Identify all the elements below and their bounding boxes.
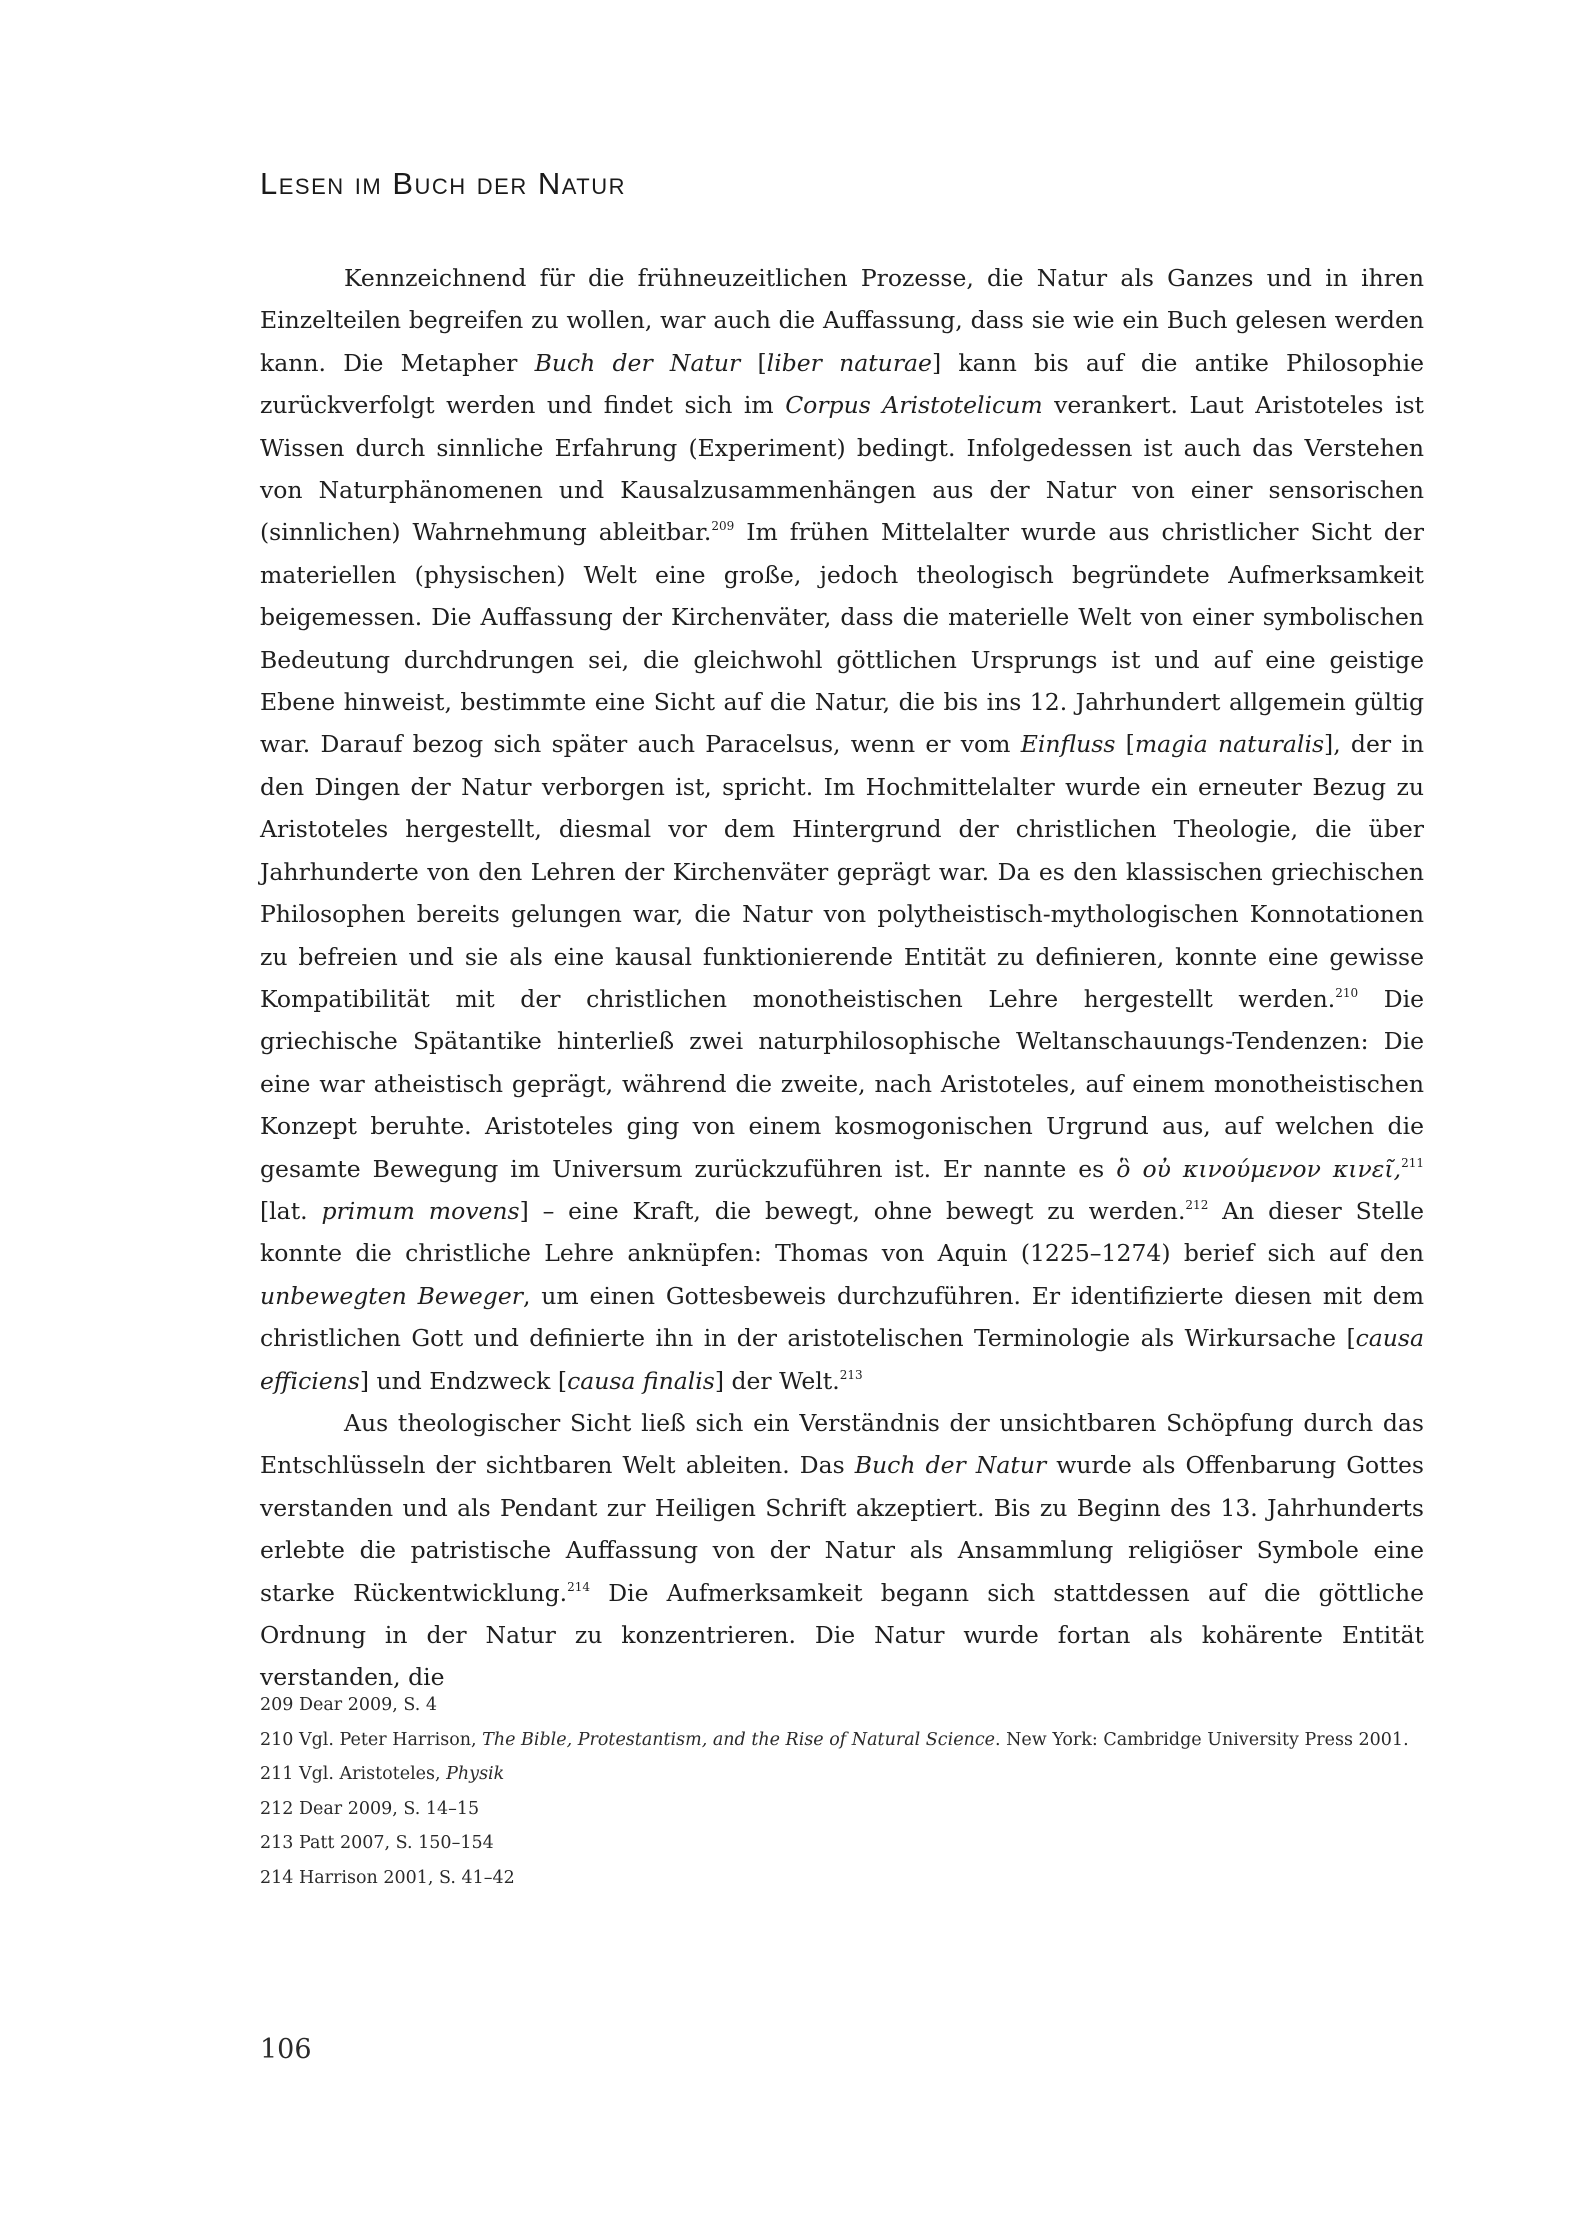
paragraph	[260, 1402, 1424, 1699]
text-run: verankert. Laut Aristoteles ist Wissen durch sinnliche Erfahrung (Experiment) bedingt. Infolgedessen ist auch das Verstehen von Naturphänomenen und Kausalzusammenhängen aus der Natur von einer sensorischen (sinnlichen) Wahrnehmung ableitbar.	[260, 391, 1424, 547]
body-text	[260, 257, 1424, 1699]
footnote	[260, 1688, 1424, 1723]
footnote	[260, 1792, 1424, 1827]
text-run: . New York: Cambridge University Press 2001.	[994, 1729, 1409, 1750]
text-run: ] der Welt.	[714, 1366, 840, 1395]
italic-text: Corpus Aristotelicum	[785, 391, 1043, 420]
text-run: 210 Vgl. Peter Harrison,	[260, 1729, 483, 1750]
italic-text: Buch der Natur	[534, 348, 741, 377]
text-run: Die griechische Spätantike hinterließ zwei naturphilosophische Weltanschauungs-Tendenzen: Die eine war atheistisch geprägt, während die zweite, nach Aristoteles, auf einem monotheistischen Konzept beruhte. Aristoteles ging von einem kosmogonischen Urgrund aus, auf welchen die gesamte Bewegung im Universum zurückzuführen ist. Er nannte es	[260, 984, 1425, 1183]
italic-text: Physik	[446, 1764, 505, 1784]
italic-text: magia naturalis	[1134, 730, 1325, 759]
footnote-reference: 210	[1335, 985, 1359, 1000]
section-heading: Lesen im Buch der Natur	[260, 166, 626, 201]
footnotes	[260, 1688, 1424, 1895]
italic-text: primum movens	[321, 1196, 520, 1225]
text-run: 213 Patt 2007, S. 150–154	[260, 1833, 494, 1853]
text-run: [	[740, 348, 767, 377]
text-run: 212 Dear 2009, S. 14–15	[260, 1798, 480, 1819]
text-run: , um einen Gottesbeweis durchzuführen. Er identifizierte diesen mit dem christlichen Gott und definierte ihn in der aristotelischen Terminologie als Wirkursache [	[260, 1281, 1425, 1353]
text-run: Im frühen Mittelalter wurde aus christlicher Sicht der materiellen (physischen) Welt eine große, jedoch theologisch begründete Aufmerksamkeit beigemessen. Die Auffassung der Kirchenväter, dass die materielle Welt von einer symbolischen Bedeutung durchdrungen sei, die gleichwohl göttlichen Ursprungs ist und auf eine geistige Ebene hinweist, bestimmte eine Sicht auf die Natur, die bis ins 12. Jahrhundert allgemein gültig war. Darauf bezog sich später auch Paracelsus, wenn er vom	[260, 518, 1424, 759]
italic-text: Buch der Natur	[854, 1451, 1047, 1480]
footnote	[260, 1826, 1424, 1861]
text-run: ] kann bis auf die antike Philosophie zurückverfolgt werden und findet sich im	[260, 348, 1424, 420]
footnote-reference: 214	[567, 1579, 591, 1594]
document-page	[260, 0, 1424, 2240]
footnote-reference: 213	[839, 1367, 863, 1382]
footnote-reference: 209	[711, 519, 735, 534]
footnote-reference: 211	[1401, 1155, 1424, 1170]
italic-text: ὃ οὐ κινούμενον κινεῖ,	[1116, 1154, 1402, 1183]
text-run: [lat.	[260, 1196, 322, 1225]
text-run: Kennzeichnend für die frühneuzeitlichen Prozesse, die Natur als Ganzes und in ihren Einzelteilen begreifen zu wollen, war auch die Auffassung, dass sie wie ein Buch gelesen werden kann. Die Metapher	[260, 264, 1424, 377]
text-run: 209 Dear 2009, S. 4	[260, 1695, 437, 1715]
text-run: Die Aufmerksamkeit begann sich stattdessen auf die göttliche Ordnung in der Natur zu konzentrieren. Die Natur wurde fortan als kohärente Entität verstanden, die	[260, 1578, 1424, 1692]
text-run: ], der in den Dingen der Natur verborgen ist, spricht. Im Hochmittelalter wurde ein erneuter Bezug zu Aristoteles hergestellt, diesmal vor dem Hintergrund der christlichen Theologie, die über Jahrhunderte von den Lehren der Kirchenväter geprägt war. Da es den klassischen griechischen Philosophen bereits gelungen war, die Natur von polytheistisch-mythologischen Konnotationen zu befreien und sie als eine kausal funktionierende Entität zu definieren, konnte eine gewisse Kompatibilität mit der christlichen monotheistischen Lehre hergestellt werden.	[260, 730, 1425, 1013]
italic-text: causa efficiens	[260, 1324, 1424, 1395]
footnote	[260, 1757, 1424, 1792]
page-number: 106	[260, 2034, 312, 2065]
italic-text: Einfluss	[1020, 730, 1116, 759]
footnote	[260, 1723, 1424, 1758]
italic-text: causa finalis	[567, 1366, 715, 1395]
footnote-reference: 212	[1185, 1197, 1209, 1212]
footnote	[260, 1861, 1424, 1896]
text-run: 211 Vgl. Aristoteles,	[260, 1764, 447, 1784]
text-run: 214 Harrison 2001, S. 41–42	[260, 1867, 515, 1888]
italic-text: The Bible, Protestantism, and the Rise of Natural Science	[482, 1729, 995, 1750]
italic-text: liber naturae	[766, 348, 932, 377]
paragraph	[260, 257, 1424, 1402]
text-run: wurde als Offenbarung Gottes verstanden und als Pendant zur Heiligen Schrift akzeptiert. Bis zu Beginn des 13. Jahrhunderts erlebte die patristische Auffassung von der Natur als Ansammlung religiöser Symbole eine starke Rückentwicklung.	[260, 1451, 1424, 1607]
text-run: [	[1115, 730, 1135, 759]
text-run: ] und Endzweck [	[359, 1366, 568, 1395]
text-run: Aus theologischer Sicht ließ sich ein Verständnis der unsichtbaren Schöpfung durch das Entschlüsseln der sichtbaren Welt ableiten. Das	[260, 1408, 1424, 1480]
text-run: ] – eine Kraft, die bewegt, ohne bewegt zu werden.	[519, 1196, 1186, 1225]
italic-text: unbewegten Beweger	[260, 1281, 523, 1310]
text-run: An dieser Stelle konnte die christliche Lehre anknüpfen: Thomas von Aquin (1225–1274) berief sich auf den	[260, 1196, 1424, 1268]
